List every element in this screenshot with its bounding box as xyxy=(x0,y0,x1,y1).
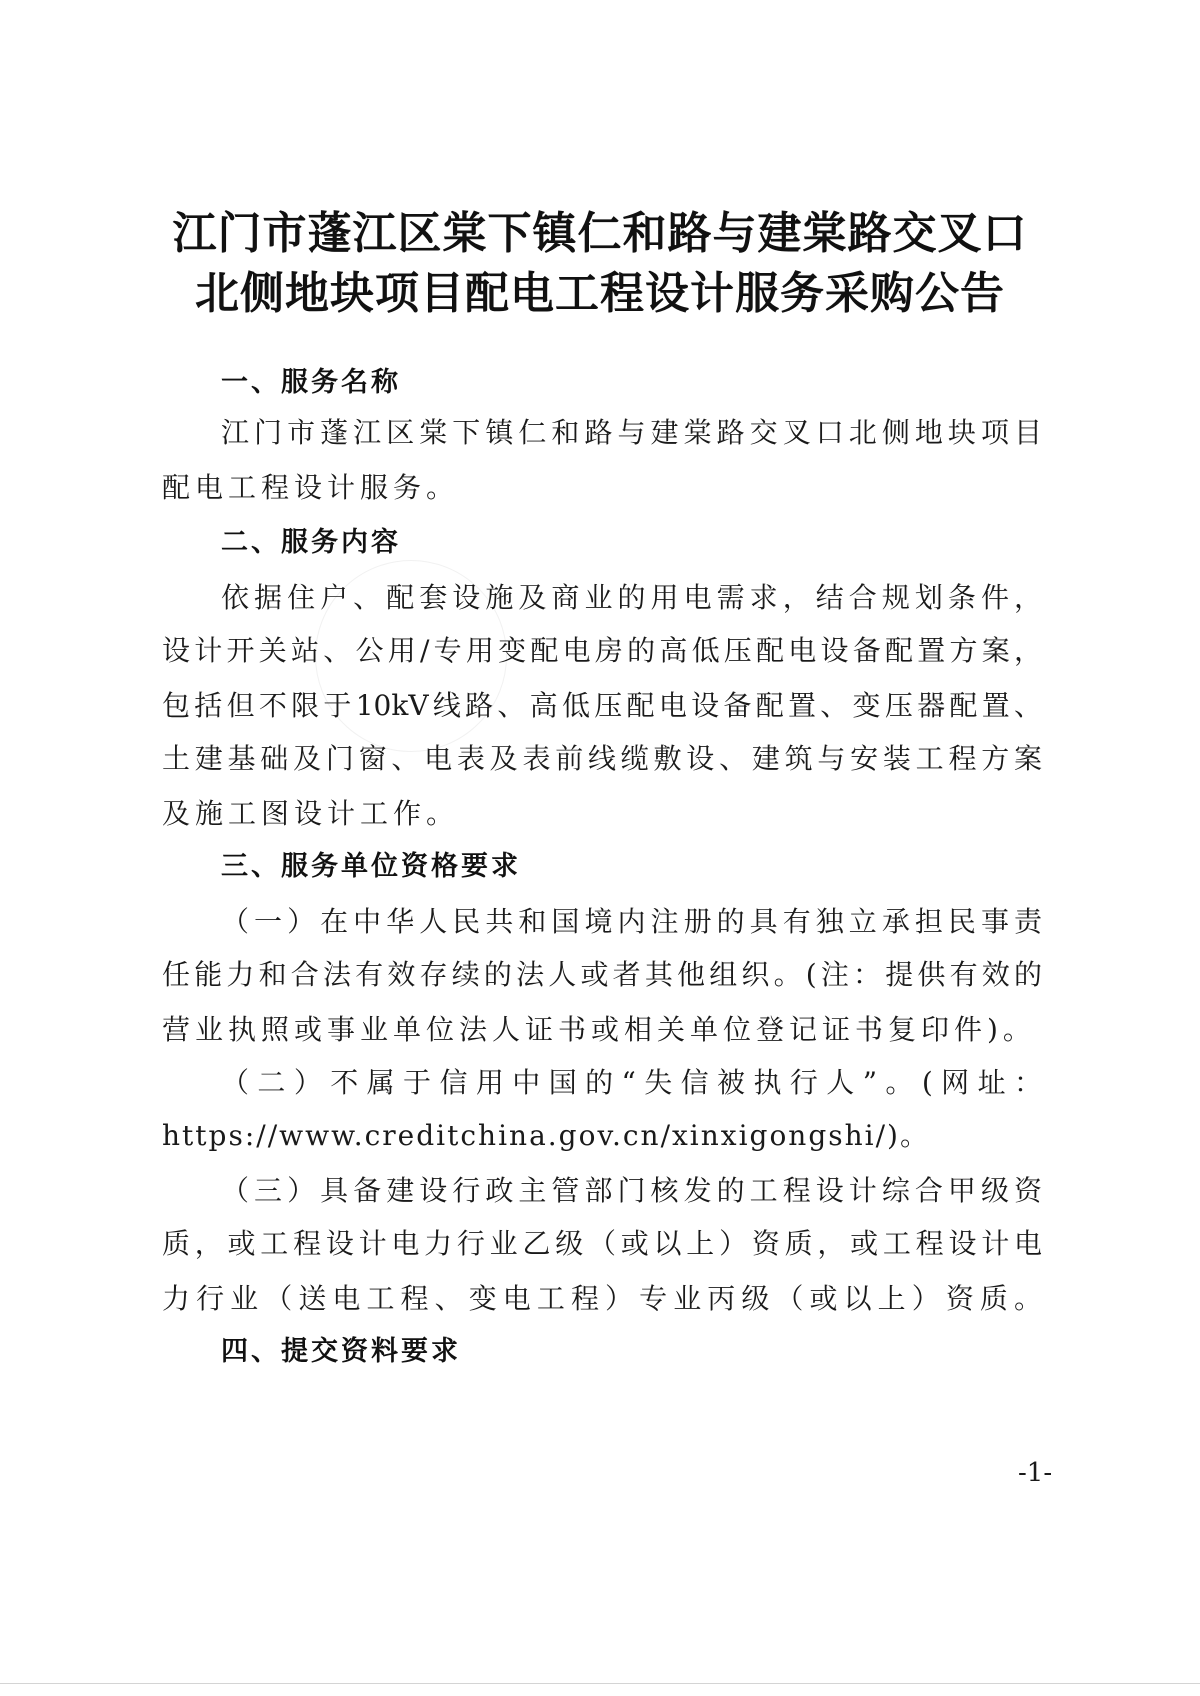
paragraph-line: 质，或工程设计电力行业乙级（或以上）资质，或工程设计电 xyxy=(162,1227,1042,1260)
section-heading-submission-requirements: 四、提交资料要求 xyxy=(221,1336,461,1367)
paragraph-line: （二）不属于信用中国的“失信被执行人”。(网址： xyxy=(221,1066,1042,1099)
paragraph-line: 营业执照或事业单位法人证书或相关单位登记证书复印件)。 xyxy=(162,1013,1036,1046)
paragraph-line: 包括但不限于10kV线路、高低压配电设备配置、变压器配置、 xyxy=(162,689,1042,722)
paragraph-line: 设计开关站、公用/专用变配电房的高低压配电设备配置方案， xyxy=(162,634,1042,667)
paragraph-line: 配电工程设计服务。 xyxy=(162,471,460,504)
section-heading-service-content: 二、服务内容 xyxy=(221,527,401,558)
paragraph-line: 土建基础及门窗、电表及表前线缆敷设、建筑与安装工程方案 xyxy=(162,742,1042,775)
paragraph-line: 依据住户、配套设施及商业的用电需求，结合规划条件， xyxy=(221,581,1042,614)
document-title-line-1: 江门市蓬江区棠下镇仁和路与建棠路交叉口 xyxy=(172,208,1028,259)
page-bottom-edge xyxy=(0,1683,1200,1684)
page-number: -1- xyxy=(1018,1458,1053,1488)
section-heading-service-name: 一、服务名称 xyxy=(221,367,401,398)
paragraph-line-url: https://www.creditchina.gov.cn/xinxigongshi/)。 xyxy=(162,1119,930,1152)
paragraph-line: 力行业（送电工程、变电工程）专业丙级（或以上）资质。 xyxy=(162,1282,1042,1315)
paragraph-line: 任能力和合法有效存续的法人或者其他组织。(注：提供有效的 xyxy=(162,958,1042,991)
section-heading-qualification-requirements: 三、服务单位资格要求 xyxy=(221,851,521,882)
paragraph-line: 及施工图设计工作。 xyxy=(162,797,460,830)
paragraph-line: （三）具备建设行政主管部门核发的工程设计综合甲级资 xyxy=(221,1174,1042,1207)
paragraph-line: （一）在中华人民共和国境内注册的具有独立承担民事责 xyxy=(221,905,1042,938)
paragraph-line: 江门市蓬江区棠下镇仁和路与建棠路交叉口北侧地块项目 xyxy=(221,416,1042,449)
document-title-line-2: 北侧地块项目配电工程设计服务采购公告 xyxy=(195,268,1005,319)
